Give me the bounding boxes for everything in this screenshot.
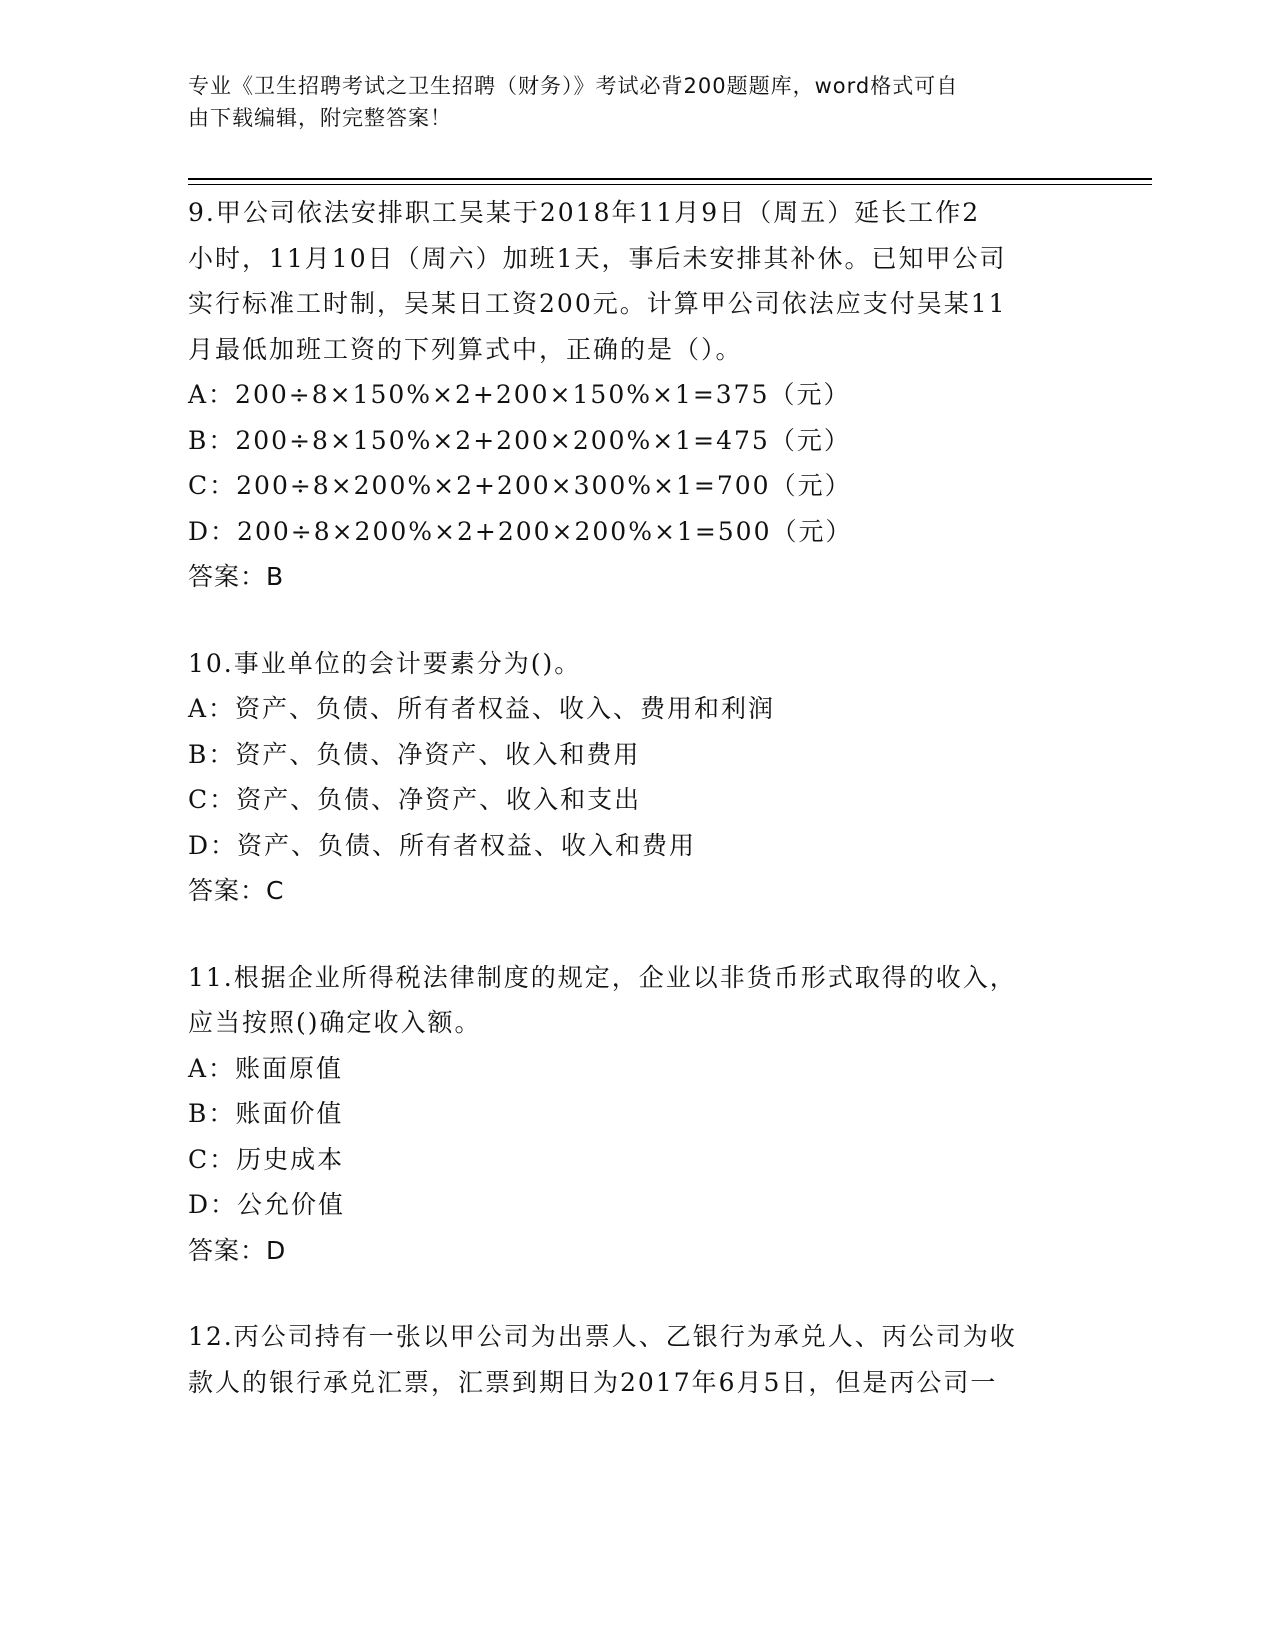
option-b: B：200÷8×150%×2+200×200%×1=475（元） [188,425,851,455]
question-list [188,190,1088,1446]
answer-line: 答案：C [188,876,285,905]
answer-line: 答案：B [188,562,285,591]
question-stem-line: 应当按照()确定收入额。 [188,1008,482,1037]
question-9 [188,190,1088,600]
question-stem-line: 实行标准工时制，吴某日工资200元。计算甲公司依法应支付吴某11 [188,289,1007,318]
option-c: C：200÷8×200%×2+200×300%×1=700（元） [188,471,852,500]
header-divider-thick [188,178,1152,180]
question-stem-line: 12.丙公司持有一张以甲公司为出票人、乙银行为承兑人、丙公司为收 [188,1322,1017,1351]
question-10 [188,641,1088,914]
option-c: C：资产、负债、净资产、收入和支出 [188,785,642,814]
question-12 [188,1314,1088,1405]
header-line-2: 由下载编辑，附完整答案！ [188,106,452,130]
option-b: B：资产、负债、净资产、收入和费用 [188,739,641,769]
option-d: D：200÷8×200%×2+200×200%×1=500（元） [188,516,853,546]
question-stem-line: 月最低加班工资的下列算式中，正确的是（）。 [188,334,743,364]
question-stem-line: 9.甲公司依法安排职工吴某于2018年11月9日（周五）延长工作2 [188,198,981,227]
option-d: D：公允价值 [188,1190,346,1219]
header-divider-thin [188,184,1152,185]
question-stem-line: 小时，11月10日（周六）加班1天，事后未安排其补休。已知甲公司 [188,243,1007,273]
option-c: C：历史成本 [188,1144,345,1174]
option-a: A：账面原值 [188,1053,344,1083]
document-header [188,70,1068,134]
question-stem-line: 款人的银行承兑汇票，汇票到期日为2017年6月5日，但是丙公司一 [188,1367,998,1397]
question-stem-line: 11.根据企业所得税法律制度的规定，企业以非货币形式取得的收入， [188,962,1017,992]
option-b: B：账面价值 [188,1099,344,1128]
answer-line: 答案：D [188,1235,287,1265]
option-a: A：资产、负债、所有者权益、收入、费用和利润 [188,694,776,723]
option-a: A：200÷8×150%×2+200×150%×1=375（元） [188,380,851,409]
header-line-1: 专业《卫生招聘考试之卫生招聘（财务）》考试必背200题题库，word格式可自 [188,74,959,98]
question-11 [188,955,1088,1274]
option-d: D：资产、负债、所有者权益、收入和费用 [188,830,697,860]
question-stem-line: 10.事业单位的会计要素分为()。 [188,648,582,678]
